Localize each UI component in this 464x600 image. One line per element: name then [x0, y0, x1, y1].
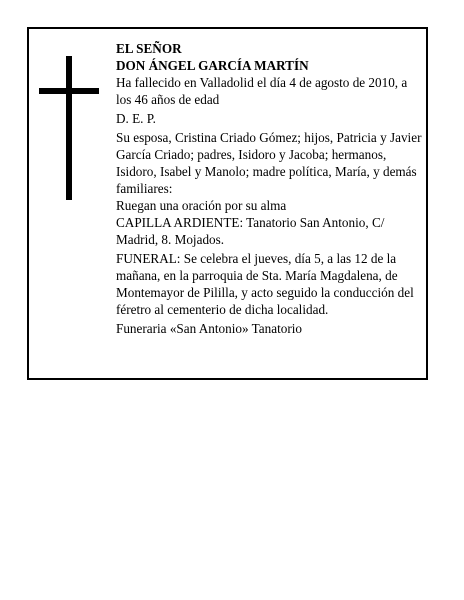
notice-heading-title: EL SEÑOR	[116, 41, 182, 56]
funeral-service-info: FUNERAL: Se celebra el jueves, día 5, a las 12 de la mañana, en la parroquia de Sta. María Magdalena, de Montemayor de Pililla, y acto seguido la conducción del féretro al cementerio de dicha localidad.	[116, 251, 414, 317]
cross-horizontal-bar	[39, 88, 99, 94]
death-announcement: Ha fallecido en Valladolid el día 4 de agosto de 2010, a los 46 años de edad	[116, 75, 408, 107]
notice-text-block	[116, 40, 422, 337]
deceased-name: DON ÁNGEL GARCÍA MARTÍN	[116, 58, 309, 73]
funeral-home: Funeraria «San Antonio» Tanatorio	[116, 321, 302, 336]
funeral-chapel-info: CAPILLA ARDIENTE: Tanatorio San Antonio, C/ Madrid, 8. Mojados.	[116, 215, 385, 247]
cross-vertical-bar	[66, 56, 72, 200]
prayer-request: Ruegan una oración por su alma	[116, 198, 287, 213]
latin-cross-icon	[39, 56, 99, 200]
obituary-notice	[27, 27, 428, 380]
family-members: Su esposa, Cristina Criado Gómez; hijos, Patricia y Javier García Criado; padres, Isidoro y Jacoba; hermanos, Isidoro, Isabel y Manolo; madre política, María, y demás familiares:	[116, 130, 422, 196]
rest-in-peace: D. E. P.	[116, 111, 156, 126]
